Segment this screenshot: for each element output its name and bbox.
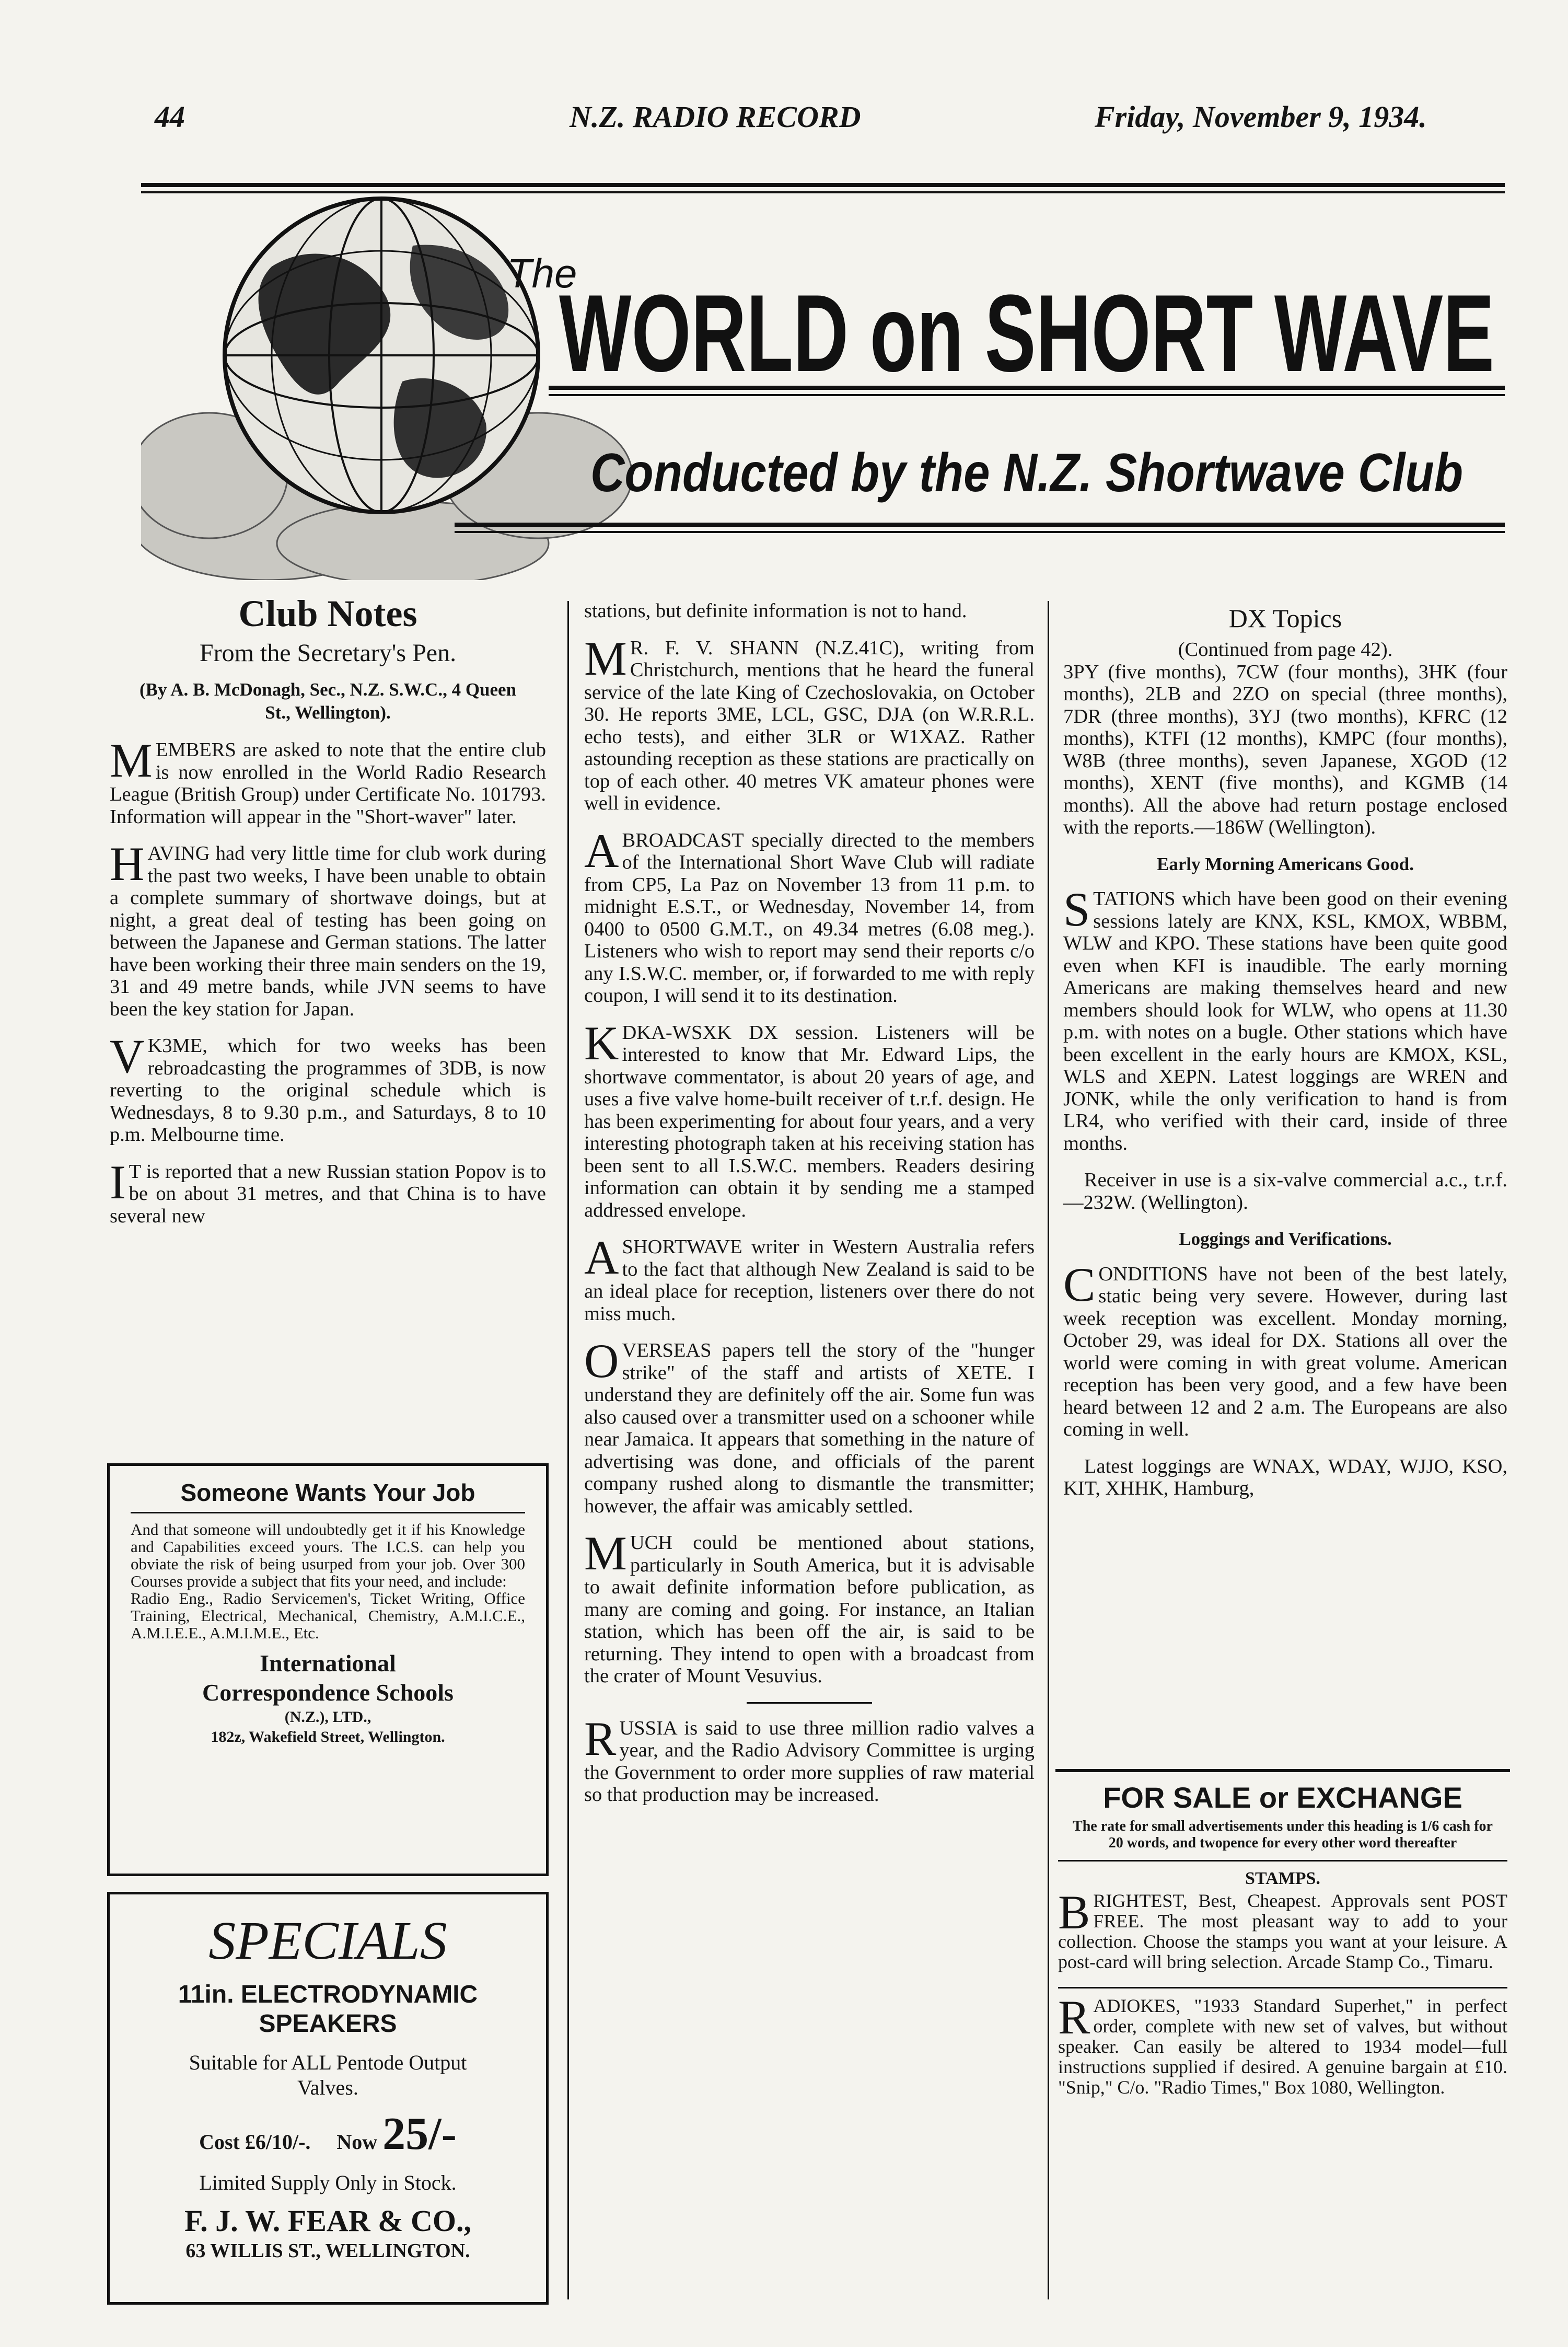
middle-paragraph: MR. F. V. SHANN (N.Z.41C), writing from Christchurch, mentions that he heard the funeral service of the late King of Czechoslovakia, on October 30. He reports 3ME, LCL, GSC, DJA (on W.R.R.L. echo tests), and either 3LR or W1XAZ. Rather astounding reception as these stations are practically on top of each other. 40 metres VK amateur phones were well in evidence. (584, 631, 1035, 814)
club-notes-byline: (By A. B. McDonagh, Sec., N.Z. S.W.C., 4 Queen St., Wellington). (139, 679, 517, 723)
ad-ics-org-line2: Correspondence Schools (202, 1679, 454, 1706)
ad-specials-company: F. J. W. FEAR & CO., (184, 2204, 471, 2238)
for-sale-section (1058, 1779, 1507, 2112)
stamps-heading: STAMPS. (1245, 1869, 1320, 1888)
middle-paragraph: MUCH could be mentioned about stations, particularly in South America, but it is advisable to await definite information before publication, as many are coming and going. For instance, an Italian station, which has been off the air, is said to be returning. They intend to open with a broadcast from the crater of Mount Vesuvius. (584, 1527, 1035, 1687)
ad-ics-org-line3: (N.Z.), LTD., (284, 1708, 371, 1726)
dx-topics-paragraph: Receiver in use is a six-valve commercial a.c., t.r.f.—232W. (Wellington). (1063, 1169, 1507, 1213)
banner-subtitle: Conducted by the N.Z. Shortwave Club (590, 443, 1463, 503)
club-notes-paragraph: VK3ME, which for two weeks has been rebroadcasting the programmes of 3DB, is now reverting to the original schedule which is Wednesdays, 8 to 9.30 p.m., and Saturdays, 8 to 10 p.m. Melbourne time. (110, 1030, 546, 1146)
ad-ics-title: Someone Wants Your Job (131, 1477, 525, 1513)
globe-illustration (225, 199, 538, 512)
section-divider (747, 1702, 872, 1704)
club-notes-title: Club Notes (238, 593, 417, 634)
club-notes-paragraph: IT is reported that a new Russian station Popov is to be on about 31 metres, and that China is to have several new (110, 1155, 546, 1227)
ad-specials-title: SPECIALS (208, 1911, 447, 1971)
column-divider-2 (1048, 601, 1049, 2299)
dx-topics-section2-heading: Loggings and Verifications. (1179, 1229, 1392, 1249)
club-notes-subtitle: From the Secretary's Pen. (199, 639, 457, 667)
banner-title: WORLD on SHORT WAVE (559, 272, 1494, 395)
dx-topics-continued: (Continued from page 42). (1178, 639, 1393, 661)
continuation-text: stations, but definite information is not to hand. (584, 600, 967, 622)
middle-paragraph: RUSSIA is said to use three million radio valves a year, and the Radio Advisory Committee is urging the Government to order more supplies of raw material so that production may be increased. (584, 1712, 1035, 1806)
ad-specials-now: Now (336, 2130, 378, 2154)
club-notes-column (110, 591, 546, 1242)
middle-column (584, 600, 1035, 1821)
dx-topics-paragraph: CONDITIONS have not been of the best lately, static being very severe. However, during last week reception was excellent. Monday morning, October 29, was ideal for DX. Stations all over the world were coming in with great volume. American reception has been very good, and a few have been heard between 12 and 2 a.m. The Europeans are also coming in well. (1063, 1257, 1507, 1440)
column-divider-1 (567, 601, 569, 2299)
ad-specials (107, 1892, 549, 2305)
issue-date: Friday, November 9, 1934. (1095, 100, 1427, 134)
for-sale-title: FOR SALE or EXCHANGE (1103, 1781, 1462, 1814)
banner-art (141, 183, 1505, 580)
ad-specials-price: 25/- (382, 2109, 457, 2159)
ad-specials-suitable: Suitable for ALL Pentode Output Valves. (189, 2051, 467, 2099)
ad-ics-address: 182z, Wakefield Street, Wellington. (211, 1728, 445, 1745)
ad-ics-courses: Radio Eng., Radio Servicemen's, Ticket Writing, Office Training, Electrical, Mechanical, Chemistry, A.M.I.C.E., A.M.I.E.E., A.M.I.M.E., Etc. (131, 1589, 525, 1642)
middle-paragraph: ABROADCAST specially directed to the members of the International Short Wave Club will radiate from CP5, La Paz on November 13 from 11 p.m. to midnight E.S.T., or Wednesday, November 14, from 0400 to 0500 G.M.T., on 49.34 metres (6.08 meg.). Listeners who wish to report may send their reports c/o any I.S.W.C. member, or, if forwarded to me with reply coupon, I will send it to its destination. (584, 824, 1035, 1007)
club-notes-paragraph: HAVING had very little time for club work during the past two weeks, I have been unable to obtain a complete summary of shortwave doings, but at night, a great deal of testing has been going on between the Japanese and German stations. The latter have been working their three main senders on the 19, 31 and 49 metre bands, while JVN seems to have been the key station for Japan. (110, 837, 546, 1020)
dx-topics-paragraph: Latest loggings are WNAX, WDAY, WJJO, KSO, KIT, XHHK, Hamburg, (1063, 1455, 1507, 1499)
ad-ics-body: And that someone will undoubtedly get it if his Knowledge and Capabilities exceed yours. The I.C.S. can help you obviate the risk of being usurped from your job. Over 300 Courses provide a subject that fits your need, and include: (131, 1520, 525, 1590)
middle-paragraph: OVERSEAS papers tell the story of the "hunger strike" of the staff and artists of XETE. I understand they are definitely off the air. Some fun was also caused over a transmitter used on a schooner while near Jamaica. It appears that something in the nature of advertising was done, and officials of the parent company rushed along to dismantle the transmitter; however, the affair was amicably settled. (584, 1334, 1035, 1517)
ad-specials-product: 11in. ELECTRODYNAMIC SPEAKERS (178, 1981, 478, 2038)
dx-topics-title: DX Topics (1228, 604, 1342, 633)
radiokes-ad: RADIOKES, "1933 Standard Superhet," in perfect order, complete with new set of valves, but without speaker. Can easily be altered to 1934 model—full instructions supplied if desired. A genuine bargain at £10. "Snip," C/o. "Radio Times," Box 1080, Wellington. (1058, 1991, 1507, 2098)
ad-ics-org-line1: International (260, 1650, 396, 1677)
for-sale-divider (1058, 1987, 1507, 1988)
middle-paragraph: KDKA-WSXK DX session. Listeners will be interested to know that Mr. Edward Lips, the shortwave commentator, is about 20 years of age, and uses a five valve home-built receiver of t.r.f. design. He has been experimenting for about four years, and a very interesting photograph taken at his receiving station has been sent to all I.S.W.C. members. Readers desiring information can obtain it by sending me a stamped addressed envelope. (584, 1016, 1035, 1221)
middle-paragraph: ASHORTWAVE writer in Western Australia refers to the fact that although New Zealand is said to be an ideal place for reception, listeners over there do not miss much. (584, 1231, 1035, 1325)
ad-ics (107, 1463, 549, 1876)
banner-the: The (507, 250, 577, 296)
club-notes-paragraph: MEMBERS are asked to note that the entire club is now enrolled in the World Radio Research League (British Group) under Certificate No. 101793. Information will appear in the "Short-waver" later. (110, 734, 546, 828)
ad-specials-limited: Limited Supply Only in Stock. (199, 2171, 457, 2194)
for-sale-rate: The rate for small advertisements under this heading is 1/6 cash for 20 words, and twopence for every other word thereafter (1073, 1818, 1493, 1851)
ad-specials-address: 63 WILLIS ST., WELLINGTON. (185, 2240, 470, 2262)
for-sale-rule (1055, 1769, 1510, 1772)
page-number: 44 (155, 100, 185, 134)
stamps-ad: BRIGHTEST, Best, Cheapest. Approvals sent POST FREE. The most pleasant way to add to your collection. Choose the stamps you want at your leisure. A post-card will bring selection. Arcade Stamp Co., Timaru. (1058, 1886, 1507, 1972)
dx-topics-column (1063, 601, 1507, 1514)
ad-specials-cost: Cost £6/10/-. (199, 2130, 311, 2154)
dx-topics-section1-heading: Early Morning Americans Good. (1157, 853, 1414, 874)
publication-title: N.Z. RADIO RECORD (570, 100, 861, 134)
banner (141, 183, 1505, 580)
dx-topics-intro: 3PY (five months), 7CW (four months), 3HK (four months), 2LB and 2ZO on special (three months), 7DR (three months), 3YJ (two months), KFRC (12 months), KTFI (12 months), KMPC (four months), W8B (three months), seven Japanese, XGOD (12 months), XENT (five months), and KGMB (14 months). All the above had return postage enclosed with the reports.—186W (Wellington). (1063, 661, 1507, 838)
dx-topics-paragraph: STATIONS which have been good on their evening sessions lately are KNX, KSL, KMOX, WBBM, WLW and KPO. These stations have been quite good even when KFI is inaudible. The early morning Americans are making themselves heard and new members should look for WLW, who opens at 11.30 p.m. with notes on a bugle. Other stations which have been excellent in the early hours are KMOX, KSL, WLS and XEPN. Latest loggings are WREN and JONK, while the only verification to hand is from LR4, who verified with their card, inside of three months. (1063, 883, 1507, 1154)
for-sale-divider (1058, 1860, 1507, 1862)
